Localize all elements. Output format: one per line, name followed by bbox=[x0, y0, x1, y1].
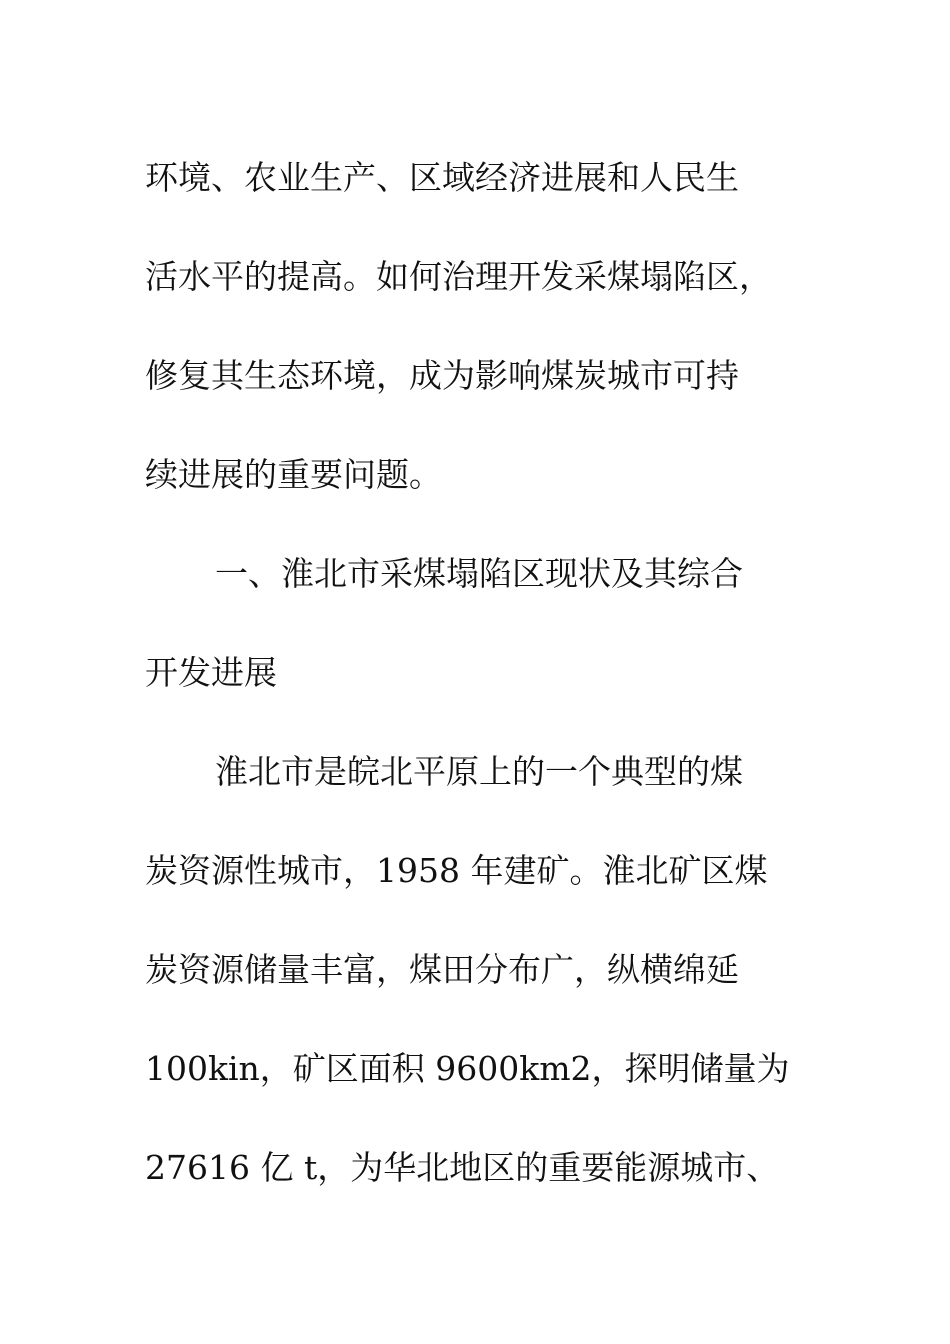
paragraph-line: 修复其生态环境，成为影响煤炭城市可持 bbox=[145, 356, 739, 395]
section-heading-line: 一、淮北市采煤塌陷区现状及其综合 bbox=[215, 554, 743, 593]
paragraph-line: 环境、农业生产、区域经济进展和人民生 bbox=[145, 158, 739, 197]
body-text bbox=[145, 128, 805, 1217]
paragraph-line: 27616 亿 t，为华北地区的重要能源城市、 bbox=[145, 1148, 780, 1187]
paragraph-line: 活水平的提高。如何治理开发采煤塌陷区， bbox=[145, 257, 772, 296]
paragraph-line: 续进展的重要问题。 bbox=[145, 455, 442, 494]
paragraph-line: 淮北市是皖北平原上的一个典型的煤 bbox=[215, 752, 743, 791]
paragraph-line: 100kin，矿区面积 9600km2，探明储量为 bbox=[145, 1049, 790, 1088]
paragraph-line: 炭资源性城市，1958 年建矿。淮北矿区煤 bbox=[145, 851, 768, 890]
section-heading-line: 开发进展 bbox=[145, 653, 277, 692]
paragraph-line: 炭资源储量丰富，煤田分布广，纵横绵延 bbox=[145, 950, 739, 989]
